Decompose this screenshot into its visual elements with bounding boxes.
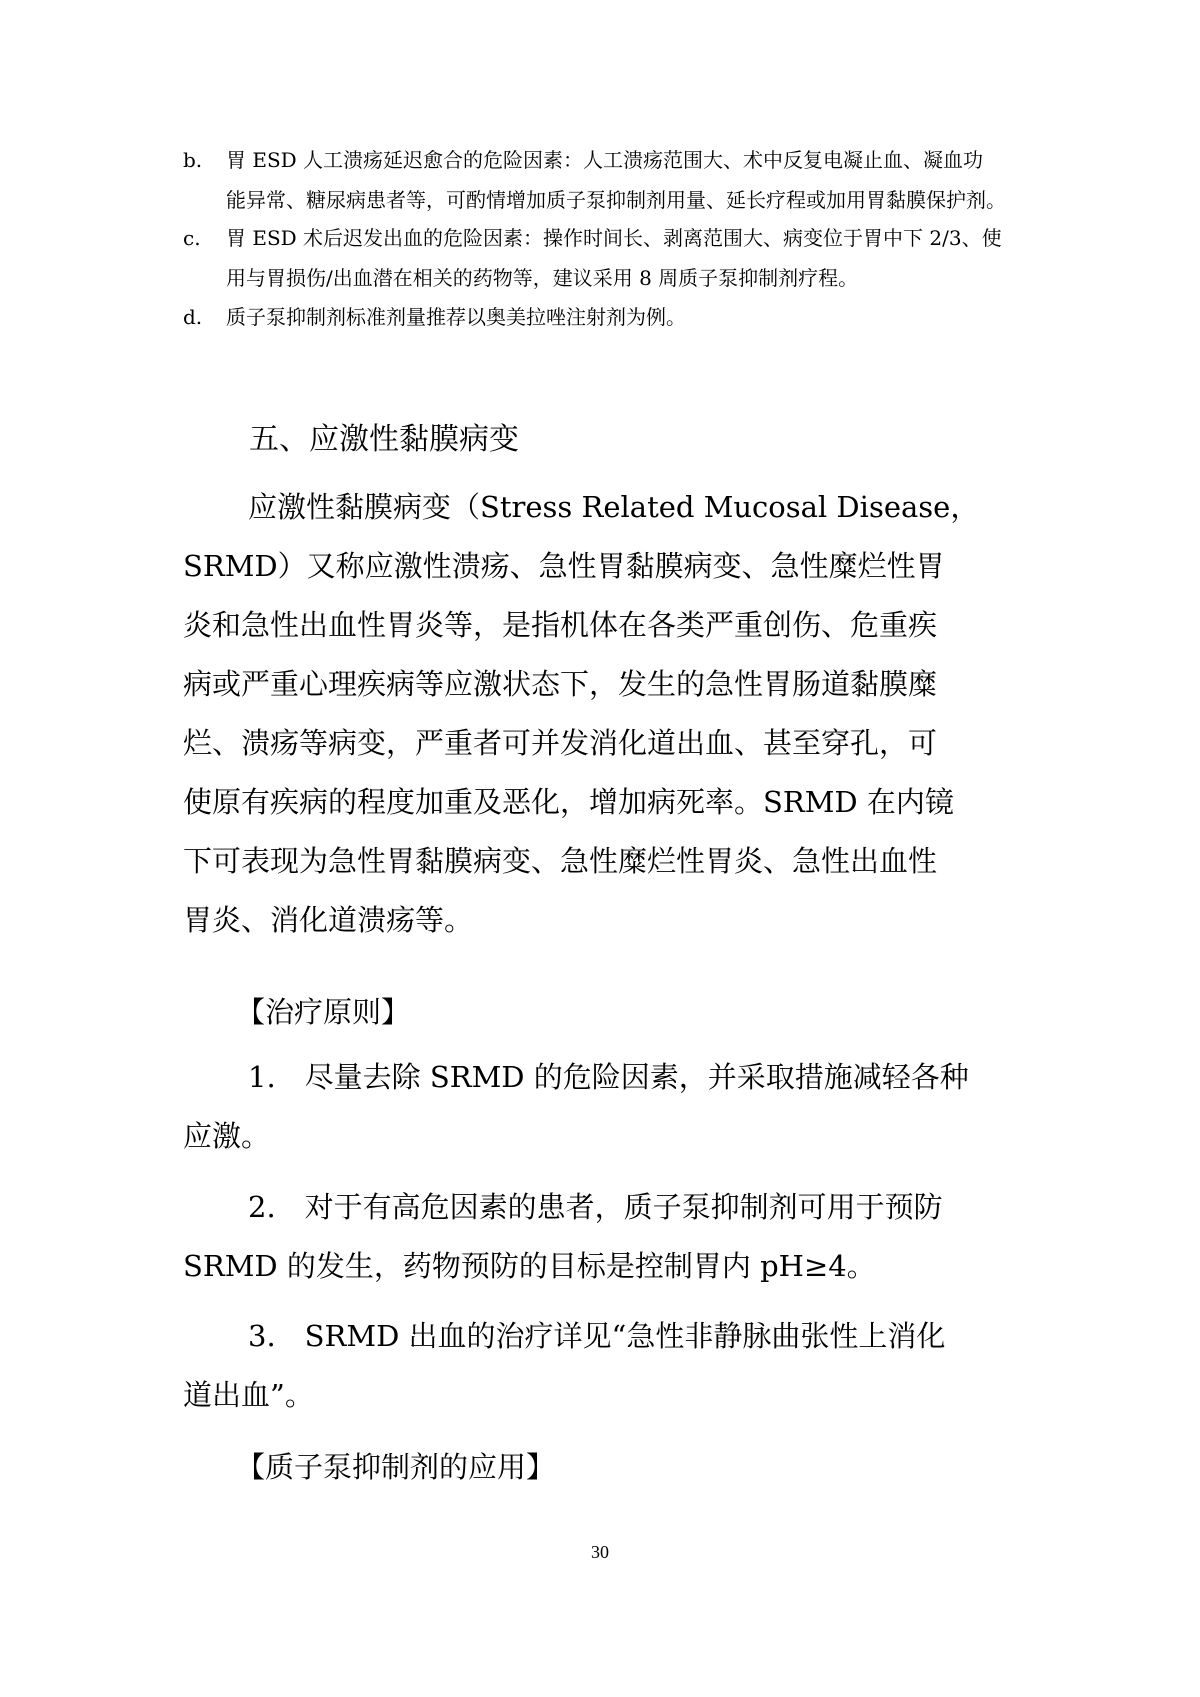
paragraph-line: 下可表现为急性胃黏膜病变、急性糜烂性胃炎、急性出血性: [183, 844, 938, 878]
note-d: [183, 297, 1038, 337]
principle-2: [183, 1178, 1039, 1296]
page-number: 30: [591, 1542, 609, 1562]
paragraph-line: 烂、溃疡等病变，严重者可并发消化道出血、甚至穿孔，可: [183, 726, 938, 760]
paragraph-line: SRMD）又称应激性溃疡、急性胃黏膜病变、急性糜烂性胃: [183, 549, 945, 583]
paragraph-line: 应激性黏膜病变（Stress Related Mucosal Disease，: [248, 490, 980, 524]
note-line: 能异常、糖尿病患者等，可酌情增加质子泵抑制剂用量、延长疗程或加用胃黏膜保护剂。: [226, 188, 1006, 212]
principle-line: SRMD 的发生，药物预防的目标是控制胃内 pH≥4。: [183, 1249, 876, 1283]
principle-1: [183, 1048, 1039, 1166]
section-heading: 五、应激性黏膜病变: [249, 422, 519, 457]
intro-paragraph: [183, 478, 1039, 950]
principle-line: 3. SRMD 出血的治疗详见“急性非静脉曲张性上消化: [248, 1319, 946, 1353]
note-letter: d.: [183, 305, 203, 329]
note-letter: b.: [183, 148, 203, 172]
principle-line: 道出血”。: [183, 1378, 314, 1412]
principle-line: 应激。: [183, 1119, 271, 1153]
note-line: 质子泵抑制剂标准剂量推荐以奥美拉唑注射剂为例。: [226, 305, 686, 329]
ppi-application-label: 【质子泵抑制剂的应用】: [236, 1450, 556, 1484]
note-line: 用与胃损伤/出血潜在相关的药物等，建议采用 8 周质子泵抑制剂疗程。: [226, 266, 859, 290]
note-c: [183, 218, 1038, 298]
note-line: 胃 ESD 术后迟发出血的危险因素：操作时间长、剥离范围大、病变位于胃中下 2/3、使: [226, 226, 1002, 250]
note-b: [183, 140, 1038, 220]
principle-3: [183, 1307, 1039, 1425]
treatment-principles-label: 【治疗原则】: [236, 995, 411, 1029]
principle-line: 1. 尽量去除 SRMD 的危险因素，并采取措施减轻各种: [248, 1060, 969, 1094]
principle-line: 2. 对于有高危因素的患者，质子泵抑制剂可用于预防: [248, 1190, 943, 1224]
paragraph-line: 炎和急性出血性胃炎等，是指机体在各类严重创伤、危重疾: [183, 608, 938, 642]
note-line: 胃 ESD 人工溃疡延迟愈合的危险因素：人工溃疡范围大、术中反复电凝止血、凝血功: [226, 148, 984, 172]
paragraph-line: 使原有疾病的程度加重及恶化，增加病死率。SRMD 在内镜: [183, 785, 954, 819]
paragraph-line: 胃炎、消化道溃疡等。: [183, 903, 474, 937]
paragraph-line: 病或严重心理疾病等应激状态下，发生的急性胃肠道黏膜糜: [183, 667, 938, 701]
note-letter: c.: [183, 226, 201, 250]
